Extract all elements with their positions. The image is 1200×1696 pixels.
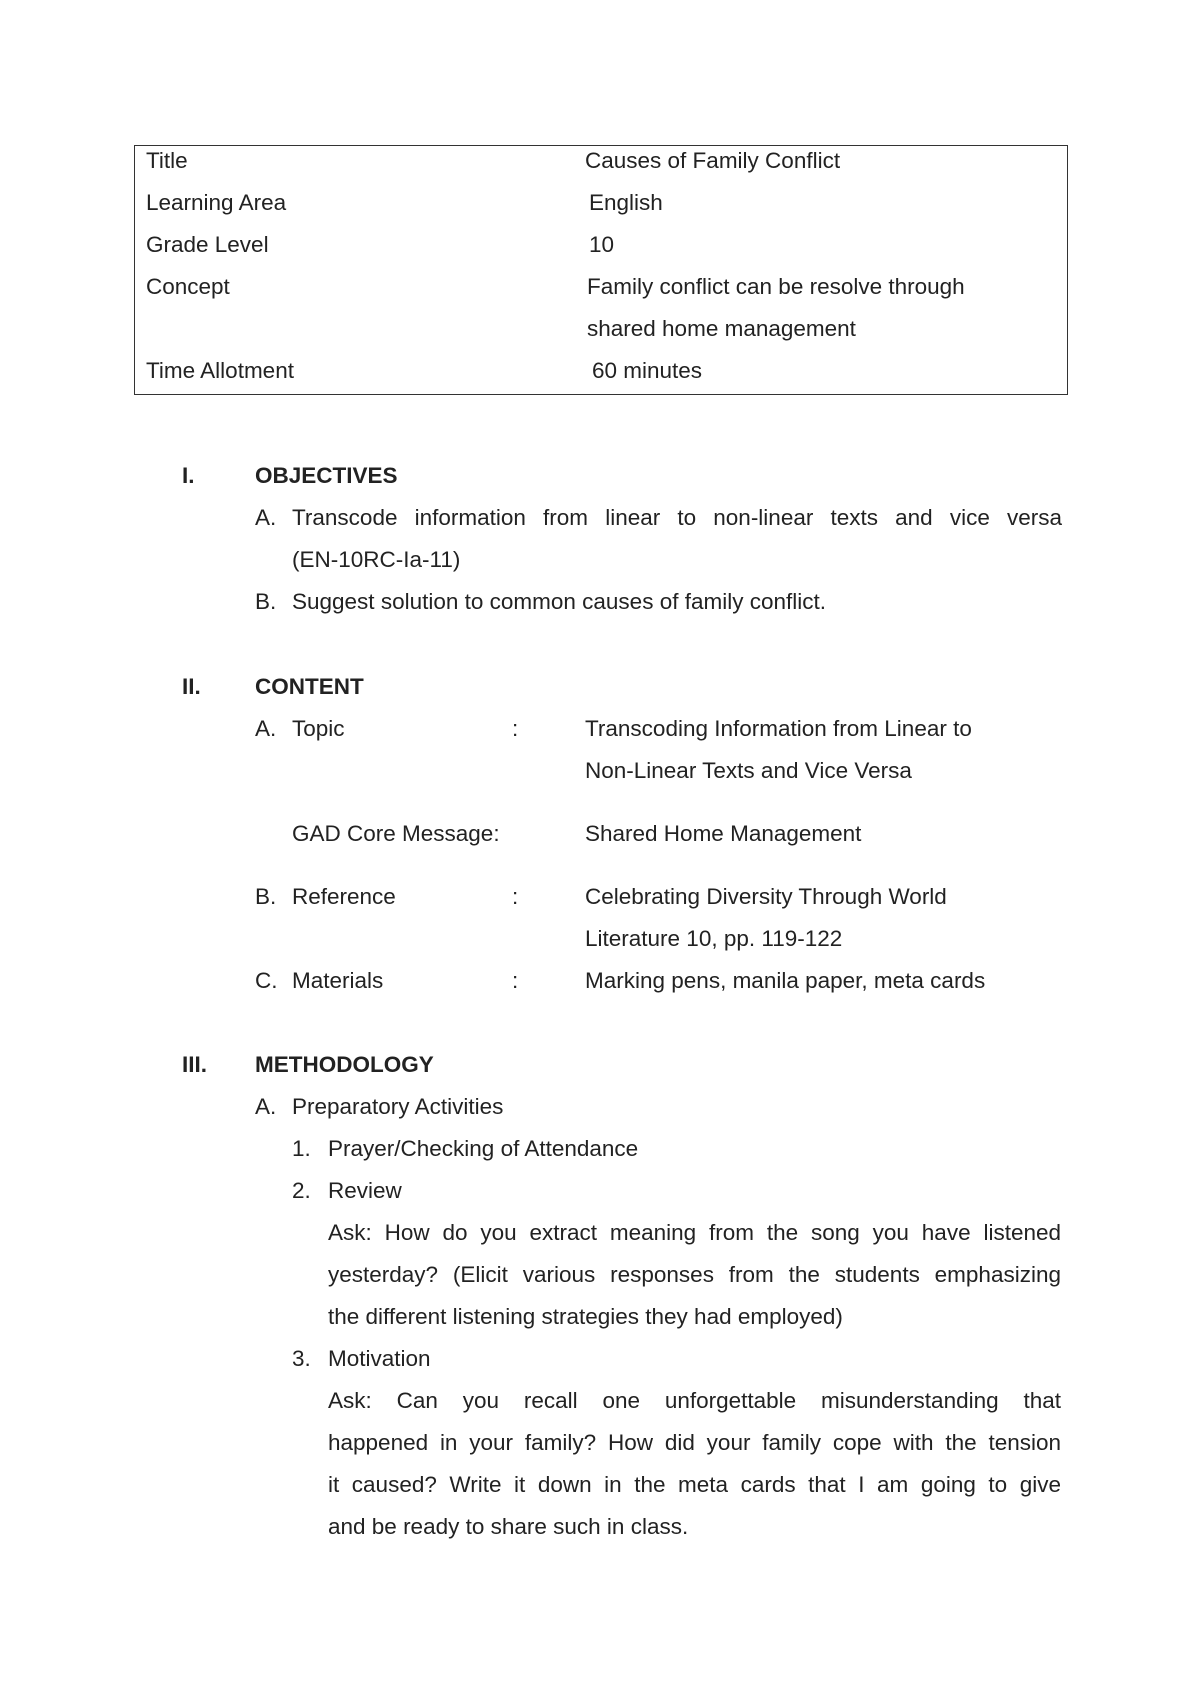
info-label-time-allotment: Time Allotment bbox=[146, 358, 294, 383]
content-topic-line1: Transcoding Information from Linear to bbox=[585, 716, 972, 741]
content-topic-colon: : bbox=[512, 716, 519, 741]
content-gad-label: GAD Core Message: bbox=[292, 821, 500, 846]
info-label-concept: Concept bbox=[146, 274, 230, 299]
step-label-motivation: Motivation bbox=[328, 1346, 431, 1371]
info-value-concept: Family conflict can be resolve through bbox=[587, 274, 965, 299]
motivation-line-4: and be ready to share such in class. bbox=[328, 1514, 689, 1539]
content-reference-line2: Literature 10, pp. 119-122 bbox=[585, 926, 843, 951]
info-label-title: Title bbox=[146, 148, 188, 173]
content-topic-line2: Non-Linear Texts and Vice Versa bbox=[585, 758, 912, 783]
review-line-3: the different listening strategies they had employed) bbox=[328, 1304, 843, 1329]
content-topic-label: Topic bbox=[292, 716, 345, 741]
methodology-prep-letter: A. bbox=[255, 1094, 277, 1119]
objective-letter-b: B. bbox=[255, 589, 277, 614]
info-label-learning-area: Learning Area bbox=[146, 190, 287, 215]
step-number-3: 3. bbox=[292, 1346, 311, 1371]
section-numeral-methodology: III. bbox=[182, 1052, 208, 1077]
info-value-grade-level: 10 bbox=[589, 232, 615, 257]
step-label-review: Review bbox=[328, 1178, 402, 1203]
content-reference-label: Reference bbox=[292, 884, 396, 909]
info-value-concept-cont: shared home management bbox=[587, 316, 856, 341]
info-value-learning-area: English bbox=[589, 190, 663, 215]
section-heading-content: CONTENT bbox=[255, 674, 364, 699]
motivation-line-1: Ask: Can you recall one unforgettable misunderstanding that bbox=[328, 1388, 1061, 1413]
content-reference-line1: Celebrating Diversity Through World bbox=[585, 884, 947, 909]
review-line-2: yesterday? (Elicit various responses from the students emphasizing bbox=[328, 1262, 1061, 1287]
step-number-2: 2. bbox=[292, 1178, 311, 1203]
motivation-line-3: it caused? Write it down in the meta cards that I am going to give bbox=[328, 1472, 1061, 1497]
step-label-prayer: Prayer/Checking of Attendance bbox=[328, 1136, 639, 1161]
objective-a-line2: (EN-10RC-Ia-11) bbox=[292, 547, 461, 572]
objective-letter-a: A. bbox=[255, 505, 277, 530]
section-numeral-content: II. bbox=[182, 674, 201, 699]
content-reference-letter: B. bbox=[255, 884, 277, 909]
section-heading-objectives: OBJECTIVES bbox=[255, 463, 398, 488]
section-heading-methodology: METHODOLOGY bbox=[255, 1052, 434, 1077]
review-line-1: Ask: How do you extract meaning from the song you have listened bbox=[328, 1220, 1061, 1245]
methodology-prep-label: Preparatory Activities bbox=[292, 1094, 504, 1119]
objective-b-text: Suggest solution to common causes of family conflict. bbox=[292, 589, 827, 614]
info-label-grade-level: Grade Level bbox=[146, 232, 269, 257]
content-gad-value: Shared Home Management bbox=[585, 821, 862, 846]
info-value-time-allotment: 60 minutes bbox=[592, 358, 703, 383]
step-number-1: 1. bbox=[292, 1136, 311, 1161]
content-materials-label: Materials bbox=[292, 968, 384, 993]
content-topic-letter: A. bbox=[255, 716, 277, 741]
objective-a-line1: Transcode information from linear to non-linear texts and vice versa bbox=[292, 505, 1062, 530]
motivation-line-2: happened in your family? How did your family cope with the tension bbox=[328, 1430, 1061, 1455]
content-materials-letter: C. bbox=[255, 968, 278, 993]
content-materials-colon: : bbox=[512, 968, 519, 993]
info-value-title: Causes of Family Conflict bbox=[585, 148, 841, 173]
content-materials-value: Marking pens, manila paper, meta cards bbox=[585, 968, 986, 993]
content-reference-colon: : bbox=[512, 884, 519, 909]
section-numeral-objectives: I. bbox=[182, 463, 195, 488]
